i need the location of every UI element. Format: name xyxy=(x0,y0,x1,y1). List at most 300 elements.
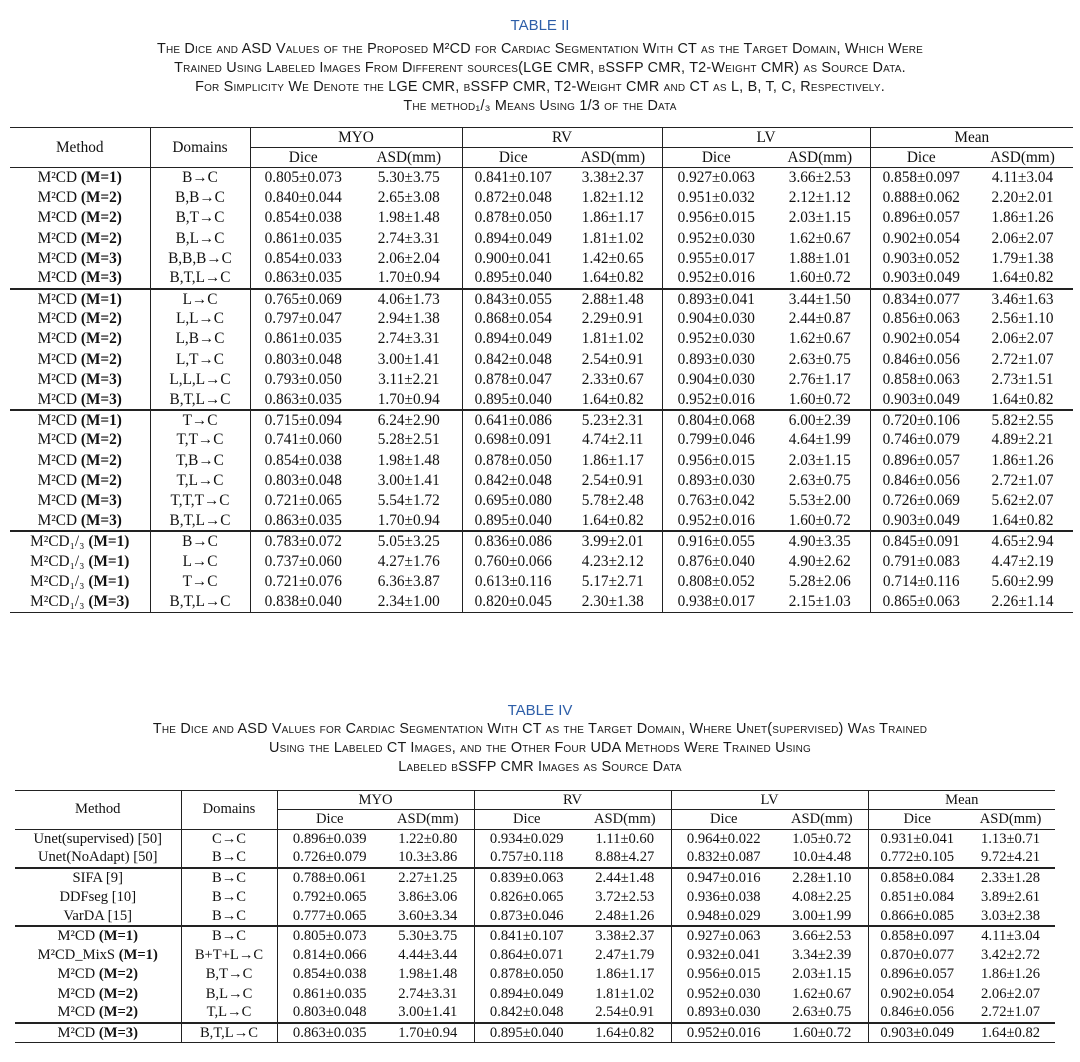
sub-header: ASD(mm) xyxy=(776,810,868,829)
method-name: M²CD xyxy=(57,985,96,1002)
dice-cell: 0.861±0.035 xyxy=(292,985,367,1002)
dice-cell: 0.902±0.054 xyxy=(880,985,955,1002)
dice-cell: 0.820±0.045 xyxy=(474,592,552,610)
dice-cell: 0.838±0.040 xyxy=(264,592,342,610)
method-m-setting: (M=2) xyxy=(80,350,122,368)
method-m-setting: (M=1) xyxy=(88,532,130,550)
method-name: M²CD xyxy=(37,249,78,267)
method-m-setting: (M=1) xyxy=(88,572,130,590)
sub-header: Dice xyxy=(903,811,932,828)
domains-cell: B,T,L→C xyxy=(181,1023,277,1042)
dice-cell: 0.863±0.035 xyxy=(264,269,342,287)
asd-cell: 6.24±2.90 xyxy=(356,410,462,430)
asd-cell: 8.88±4.27 xyxy=(579,849,671,868)
asd-cell: 4.64±1.99 xyxy=(770,430,870,450)
table-row xyxy=(10,410,1073,430)
asd-cell: 10.0±4.48 xyxy=(776,849,868,868)
method-m-setting: (M=3) xyxy=(80,249,122,267)
dice-cell: 0.797±0.047 xyxy=(264,310,342,328)
table-2 xyxy=(10,127,1073,613)
asd-cell: 1.70±0.94 xyxy=(356,269,462,289)
dice-cell: 0.805±0.073 xyxy=(264,169,342,187)
table-row xyxy=(10,491,1073,511)
table-row xyxy=(10,309,1073,329)
dice-cell: 0.927±0.063 xyxy=(677,169,755,187)
method-cell xyxy=(10,289,150,309)
asd-cell: 1.64±0.82 xyxy=(980,1024,1041,1041)
domains-cell: B,T,L→C xyxy=(150,269,250,289)
dice-cell: 0.741±0.060 xyxy=(264,431,342,449)
asd-cell: 2.76±1.17 xyxy=(770,370,870,390)
dice-cell: 0.715±0.094 xyxy=(264,411,342,429)
asd-cell: 5.23±2.31 xyxy=(564,410,662,430)
method-name: M²CD₁/₃ xyxy=(30,592,85,610)
method-name: M²CD xyxy=(57,1004,96,1021)
method-cell xyxy=(10,511,150,531)
asd-cell: 2.54±0.91 xyxy=(564,471,662,491)
asd-cell: 2.44±0.87 xyxy=(770,309,870,329)
table-2-caption xyxy=(0,40,1080,116)
sub-header: ASD(mm) xyxy=(770,148,870,168)
dice-cell: 0.952±0.016 xyxy=(677,511,755,529)
method-name: M²CD₁/₃ xyxy=(30,532,85,550)
domains-cell: T,L→C xyxy=(181,1004,277,1023)
asd-cell: 2.06±2.07 xyxy=(980,985,1041,1002)
caption-line: Trained Using Labeled Images From Different sources(LGE CMR, bSSFP CMR, T2-Weight CMR) as Source Data. xyxy=(174,60,906,76)
dice-cell: 0.952±0.016 xyxy=(686,1024,761,1041)
asd-cell: 4.47±2.19 xyxy=(991,552,1054,570)
domains-cell: B,T,L→C xyxy=(150,390,250,410)
method-cell xyxy=(10,471,150,491)
table-row xyxy=(10,390,1073,410)
dice-cell: 0.895±0.040 xyxy=(489,1024,564,1041)
dice-cell: 0.854±0.038 xyxy=(264,209,342,227)
domains-cell: B,B,B→C xyxy=(150,249,250,269)
table-row xyxy=(10,168,1073,188)
method-m-setting: (M=2) xyxy=(80,209,122,227)
domains-cell: B,T,L→C xyxy=(150,511,250,531)
domains-cell: C→C xyxy=(181,829,277,848)
sub-header: ASD(mm) xyxy=(579,810,671,829)
dice-cell: 0.721±0.076 xyxy=(264,572,342,590)
dice-cell: 0.746±0.079 xyxy=(882,431,960,449)
table-row xyxy=(15,887,1055,906)
method-name: M²CD xyxy=(37,471,78,489)
table-2-label: TABLE II xyxy=(510,17,570,34)
asd-cell: 2.63±0.75 xyxy=(770,350,870,370)
asd-cell: 5.82±2.55 xyxy=(991,411,1054,429)
sub-header: ASD(mm) xyxy=(382,810,474,829)
table-row xyxy=(10,370,1073,390)
asd-cell: 3.00±1.41 xyxy=(356,350,462,370)
asd-cell: 4.11±3.04 xyxy=(981,927,1040,944)
asd-cell: 1.86±1.17 xyxy=(579,965,671,984)
asd-cell: 2.27±1.25 xyxy=(382,868,474,887)
dice-cell: 0.893±0.030 xyxy=(677,350,755,368)
dice-cell: 0.868±0.054 xyxy=(474,310,552,328)
dice-cell: 0.952±0.030 xyxy=(677,330,755,348)
table-row xyxy=(15,926,1055,945)
method-m-setting: (M=2) xyxy=(80,451,122,469)
asd-cell: 5.54±1.72 xyxy=(356,491,462,511)
dice-cell: 0.872±0.048 xyxy=(474,189,552,207)
method-m-setting: (M=3) xyxy=(80,370,122,388)
table-row xyxy=(10,249,1073,269)
asd-cell: 2.74±3.31 xyxy=(356,228,462,248)
asd-cell: 4.89±2.21 xyxy=(991,431,1054,449)
group-header: LV xyxy=(662,128,870,148)
dice-cell: 0.826±0.065 xyxy=(489,888,564,905)
table-row xyxy=(10,451,1073,471)
method-cell xyxy=(15,849,181,868)
method-name: M²CD xyxy=(37,411,78,429)
asd-cell: 2.20±2.01 xyxy=(991,189,1054,207)
sub-header: Dice xyxy=(498,148,528,166)
dice-cell: 0.893±0.041 xyxy=(677,290,755,308)
asd-cell: 3.89±2.61 xyxy=(980,888,1041,905)
dice-cell: 0.952±0.016 xyxy=(677,269,755,287)
group-header: RV xyxy=(474,791,671,810)
asd-cell: 1.64±0.82 xyxy=(564,269,662,289)
method-m-setting: (M=3) xyxy=(98,1024,138,1041)
dice-cell: 0.788±0.061 xyxy=(292,869,367,886)
dice-cell: 0.861±0.035 xyxy=(264,330,342,348)
domains-cell: L→C xyxy=(150,551,250,571)
method-m-setting: (M=2) xyxy=(80,310,122,328)
table-row xyxy=(10,228,1073,248)
domains-cell: B,L→C xyxy=(181,984,277,1003)
asd-cell: 1.11±0.60 xyxy=(579,829,671,848)
method-m-setting: (M=3) xyxy=(80,491,122,509)
method-m-setting: (M=1) xyxy=(80,411,122,429)
asd-cell: 5.05±3.25 xyxy=(356,531,462,551)
method-name: M²CD xyxy=(37,209,78,227)
method-m-setting: (M=1) xyxy=(88,552,130,570)
asd-cell: 1.86±1.17 xyxy=(564,451,662,471)
dice-cell: 0.641±0.086 xyxy=(474,411,552,429)
method-name: M²CD xyxy=(57,927,96,944)
dice-cell: 0.878±0.050 xyxy=(474,209,552,227)
dice-cell: 0.783±0.072 xyxy=(264,532,342,550)
asd-cell: 3.66±2.53 xyxy=(776,926,868,945)
method-cell xyxy=(15,1004,181,1023)
method-m-setting: (M=2) xyxy=(80,330,122,348)
dice-cell: 0.904±0.030 xyxy=(677,310,755,328)
dice-cell: 0.698±0.091 xyxy=(474,431,552,449)
asd-cell: 1.64±0.82 xyxy=(579,1023,671,1042)
table-row xyxy=(10,511,1073,531)
table-row xyxy=(10,350,1073,370)
domains-cell: B,L→C xyxy=(150,228,250,248)
sub-header: Dice xyxy=(701,148,731,166)
table-row xyxy=(10,531,1073,551)
method-cell xyxy=(10,430,150,450)
dice-cell: 0.896±0.039 xyxy=(292,830,367,847)
table-row xyxy=(15,868,1055,887)
dice-cell: 0.956±0.015 xyxy=(677,209,755,227)
sub-header: Dice xyxy=(315,811,344,828)
method-cell xyxy=(10,491,150,511)
dice-cell: 0.842±0.048 xyxy=(474,471,552,489)
asd-cell: 2.94±1.38 xyxy=(356,309,462,329)
sub-header: Dice xyxy=(906,148,936,166)
dice-cell: 0.858±0.084 xyxy=(880,869,955,886)
dice-cell: 0.952±0.016 xyxy=(677,390,755,408)
asd-cell: 1.05±0.72 xyxy=(776,829,868,848)
table-row xyxy=(10,208,1073,228)
group-header: RV xyxy=(462,128,662,148)
asd-cell: 6.36±3.87 xyxy=(356,572,462,592)
dice-cell: 0.726±0.079 xyxy=(292,849,367,866)
dice-cell: 0.903±0.049 xyxy=(882,511,960,529)
asd-cell: 2.03±1.15 xyxy=(770,208,870,228)
sub-header: ASD(mm) xyxy=(564,148,662,168)
dice-cell: 0.903±0.049 xyxy=(882,269,960,287)
asd-cell: 1.42±0.65 xyxy=(564,249,662,269)
method-cell xyxy=(10,329,150,349)
method-header: Method xyxy=(10,128,150,168)
method-cell xyxy=(15,946,181,965)
method-cell xyxy=(15,984,181,1003)
asd-cell: 5.53±2.00 xyxy=(770,491,870,511)
dice-cell: 0.804±0.068 xyxy=(677,411,755,429)
method-name: M²CD xyxy=(37,189,78,207)
asd-cell: 1.86±1.26 xyxy=(991,451,1054,469)
asd-cell: 5.78±2.48 xyxy=(564,491,662,511)
method-cell xyxy=(15,907,181,926)
asd-cell: 6.00±2.39 xyxy=(770,410,870,430)
dice-cell: 0.737±0.060 xyxy=(264,552,342,570)
asd-cell: 5.28±2.06 xyxy=(770,572,870,592)
sub-header: ASD(mm) xyxy=(356,148,462,168)
dice-cell: 0.846±0.056 xyxy=(880,1004,955,1021)
asd-cell: 2.30±1.38 xyxy=(564,592,662,612)
domains-cell: B→C xyxy=(181,849,277,868)
dice-cell: 0.834±0.077 xyxy=(882,290,960,308)
method-cell xyxy=(10,228,150,248)
dice-cell: 0.927±0.063 xyxy=(686,927,761,944)
domains-cell: T,T→C xyxy=(150,430,250,450)
dice-cell: 0.934±0.029 xyxy=(489,830,564,847)
asd-cell: 2.65±3.08 xyxy=(356,188,462,208)
method-name: Unet(NoAdapt) [50] xyxy=(37,849,158,866)
method-cell xyxy=(10,370,150,390)
method-m-setting: (M=1) xyxy=(80,290,122,308)
domains-cell: T→C xyxy=(150,410,250,430)
asd-cell: 2.56±1.10 xyxy=(991,310,1054,328)
domains-cell: L,L,L→C xyxy=(150,370,250,390)
asd-cell: 1.13±0.71 xyxy=(980,830,1041,847)
asd-cell: 2.06±2.04 xyxy=(356,249,462,269)
dice-cell: 0.894±0.049 xyxy=(489,985,564,1002)
dice-cell: 0.613±0.116 xyxy=(474,572,552,590)
dice-cell: 0.878±0.047 xyxy=(474,370,552,388)
dice-cell: 0.765±0.069 xyxy=(264,290,342,308)
asd-cell: 3.46±1.63 xyxy=(991,290,1054,308)
domains-cell: B→C xyxy=(181,868,277,887)
domains-header: Domains xyxy=(150,128,250,168)
group-header: MYO xyxy=(277,791,474,810)
dice-cell: 0.805±0.073 xyxy=(292,927,367,944)
table-row xyxy=(15,829,1055,848)
domains-cell: B→C xyxy=(181,926,277,945)
dice-cell: 0.903±0.049 xyxy=(882,390,960,408)
dice-cell: 0.845±0.091 xyxy=(882,532,960,550)
dice-cell: 0.772±0.105 xyxy=(880,849,955,866)
table-row xyxy=(15,965,1055,984)
dice-cell: 0.854±0.038 xyxy=(264,451,342,469)
dice-cell: 0.893±0.030 xyxy=(677,471,755,489)
dice-cell: 0.841±0.107 xyxy=(489,927,564,944)
method-cell xyxy=(10,249,150,269)
dice-cell: 0.858±0.063 xyxy=(882,370,960,388)
asd-cell: 2.06±2.07 xyxy=(991,229,1054,247)
dice-cell: 0.843±0.055 xyxy=(474,290,552,308)
dice-cell: 0.803±0.048 xyxy=(292,1004,367,1021)
method-name: M²CD xyxy=(37,491,78,509)
asd-cell: 2.03±1.15 xyxy=(770,451,870,471)
caption-line: For Simplicity We Denote the LGE CMR, bSSFP CMR, T2-Weight CMR and CT as L, B, T, C, Respectively. xyxy=(195,79,885,95)
domains-cell: B+T+L→C xyxy=(181,946,277,965)
method-name: M²CD xyxy=(37,370,78,388)
method-cell xyxy=(10,551,150,571)
asd-cell: 1.86±1.26 xyxy=(980,966,1041,983)
dice-cell: 0.846±0.056 xyxy=(882,471,960,489)
dice-cell: 0.866±0.085 xyxy=(880,907,955,924)
method-cell xyxy=(15,965,181,984)
dice-cell: 0.893±0.030 xyxy=(686,1004,761,1021)
dice-cell: 0.951±0.032 xyxy=(677,189,755,207)
asd-cell: 2.63±0.75 xyxy=(776,1004,868,1023)
method-m-setting: (M=1) xyxy=(80,169,122,187)
method-m-setting: (M=3) xyxy=(88,592,130,610)
method-cell xyxy=(10,572,150,592)
caption-line: The Dice and ASD Values for Cardiac Segmentation With CT as the Target Domain, Where Unet(supervised) Was Trained xyxy=(152,721,928,737)
dice-cell: 0.938±0.017 xyxy=(677,592,755,610)
asd-cell: 3.66±2.53 xyxy=(770,168,870,188)
table-row xyxy=(10,592,1073,612)
method-m-setting: (M=2) xyxy=(80,471,122,489)
dice-cell: 0.896±0.057 xyxy=(880,966,955,983)
asd-cell: 3.03±2.38 xyxy=(980,907,1041,924)
dice-cell: 0.839±0.063 xyxy=(489,869,564,886)
asd-cell: 1.70±0.94 xyxy=(356,511,462,531)
method-name: M²CD xyxy=(37,310,78,328)
dice-cell: 0.955±0.017 xyxy=(677,249,755,267)
asd-cell: 2.33±0.67 xyxy=(564,370,662,390)
asd-cell: 1.79±1.38 xyxy=(991,249,1054,267)
asd-cell: 2.73±1.51 xyxy=(991,370,1054,388)
asd-cell: 3.99±2.01 xyxy=(564,531,662,551)
method-cell xyxy=(10,592,150,612)
asd-cell: 2.74±3.31 xyxy=(382,984,474,1003)
dice-cell: 0.895±0.040 xyxy=(474,511,552,529)
dice-cell: 0.956±0.015 xyxy=(686,966,761,983)
domains-cell: B,B→C xyxy=(150,188,250,208)
asd-cell: 4.90±2.62 xyxy=(770,551,870,571)
dice-cell: 0.873±0.046 xyxy=(489,907,564,924)
method-m-setting: (M=2) xyxy=(98,966,138,983)
table-row xyxy=(15,946,1055,965)
asd-cell: 3.60±3.34 xyxy=(382,907,474,926)
asd-cell: 3.00±1.99 xyxy=(776,907,868,926)
asd-cell: 5.62±2.07 xyxy=(991,491,1054,509)
method-cell xyxy=(10,390,150,410)
asd-cell: 4.23±2.12 xyxy=(564,551,662,571)
asd-cell: 2.88±1.48 xyxy=(564,289,662,309)
method-m-setting: (M=3) xyxy=(80,390,122,408)
dice-cell: 0.808±0.052 xyxy=(677,572,755,590)
domains-cell: L,T→C xyxy=(150,350,250,370)
asd-cell: 1.82±1.12 xyxy=(564,188,662,208)
dice-cell: 0.714±0.116 xyxy=(882,572,960,590)
table-row xyxy=(10,289,1073,309)
sub-header: ASD(mm) xyxy=(990,148,1055,166)
dice-cell: 0.865±0.063 xyxy=(882,592,960,610)
dice-cell: 0.803±0.048 xyxy=(264,471,342,489)
asd-cell: 4.44±3.44 xyxy=(382,946,474,965)
dice-cell: 0.894±0.049 xyxy=(474,229,552,247)
asd-cell: 1.62±0.67 xyxy=(770,228,870,248)
dice-cell: 0.726±0.069 xyxy=(882,491,960,509)
dice-cell: 0.888±0.062 xyxy=(882,189,960,207)
dice-cell: 0.854±0.033 xyxy=(264,249,342,267)
domains-cell: T,T,T→C xyxy=(150,491,250,511)
asd-cell: 2.28±1.10 xyxy=(776,868,868,887)
asd-cell: 4.06±1.73 xyxy=(356,289,462,309)
asd-cell: 1.88±1.01 xyxy=(770,249,870,269)
method-name: M²CD xyxy=(37,269,78,287)
group-header: Mean xyxy=(870,128,1073,148)
asd-cell: 4.74±2.11 xyxy=(564,430,662,450)
method-header: Method xyxy=(15,791,181,830)
dice-cell: 0.832±0.087 xyxy=(686,849,761,866)
dice-cell: 0.903±0.052 xyxy=(882,249,960,267)
table-row xyxy=(15,907,1055,926)
dice-cell: 0.846±0.056 xyxy=(882,350,960,368)
method-m-setting: (M=2) xyxy=(98,1004,138,1021)
dice-cell: 0.916±0.055 xyxy=(677,532,755,550)
dice-cell: 0.895±0.040 xyxy=(474,390,552,408)
method-cell xyxy=(10,188,150,208)
dice-cell: 0.840±0.044 xyxy=(264,189,342,207)
dice-cell: 0.902±0.054 xyxy=(882,229,960,247)
method-cell xyxy=(15,926,181,945)
asd-cell: 1.60±0.72 xyxy=(770,390,870,410)
method-cell xyxy=(15,829,181,848)
method-name: M²CD xyxy=(57,966,96,983)
method-m-setting: (M=2) xyxy=(80,189,122,207)
dice-cell: 0.814±0.066 xyxy=(292,946,367,963)
table-row xyxy=(10,471,1073,491)
caption-line: The method₁/₃ Means Using 1/3 of the Data xyxy=(403,98,677,114)
method-m-setting: (M=3) xyxy=(80,269,122,287)
dice-cell: 0.858±0.097 xyxy=(880,927,955,944)
method-name: SIFA [9] xyxy=(72,869,123,886)
dice-cell: 0.902±0.054 xyxy=(882,330,960,348)
asd-cell: 2.47±1.79 xyxy=(579,946,671,965)
asd-cell: 3.72±2.53 xyxy=(579,887,671,906)
method-name: M²CD xyxy=(37,169,78,187)
dice-cell: 0.903±0.049 xyxy=(880,1024,955,1041)
asd-cell: 2.29±0.91 xyxy=(564,309,662,329)
dice-cell: 0.721±0.065 xyxy=(264,491,342,509)
method-name: VarDA [15] xyxy=(63,907,132,924)
asd-cell: 1.70±0.94 xyxy=(356,390,462,410)
group-header: Mean xyxy=(868,791,1055,810)
dice-cell: 0.856±0.063 xyxy=(882,310,960,328)
dice-cell: 0.936±0.038 xyxy=(686,888,761,905)
